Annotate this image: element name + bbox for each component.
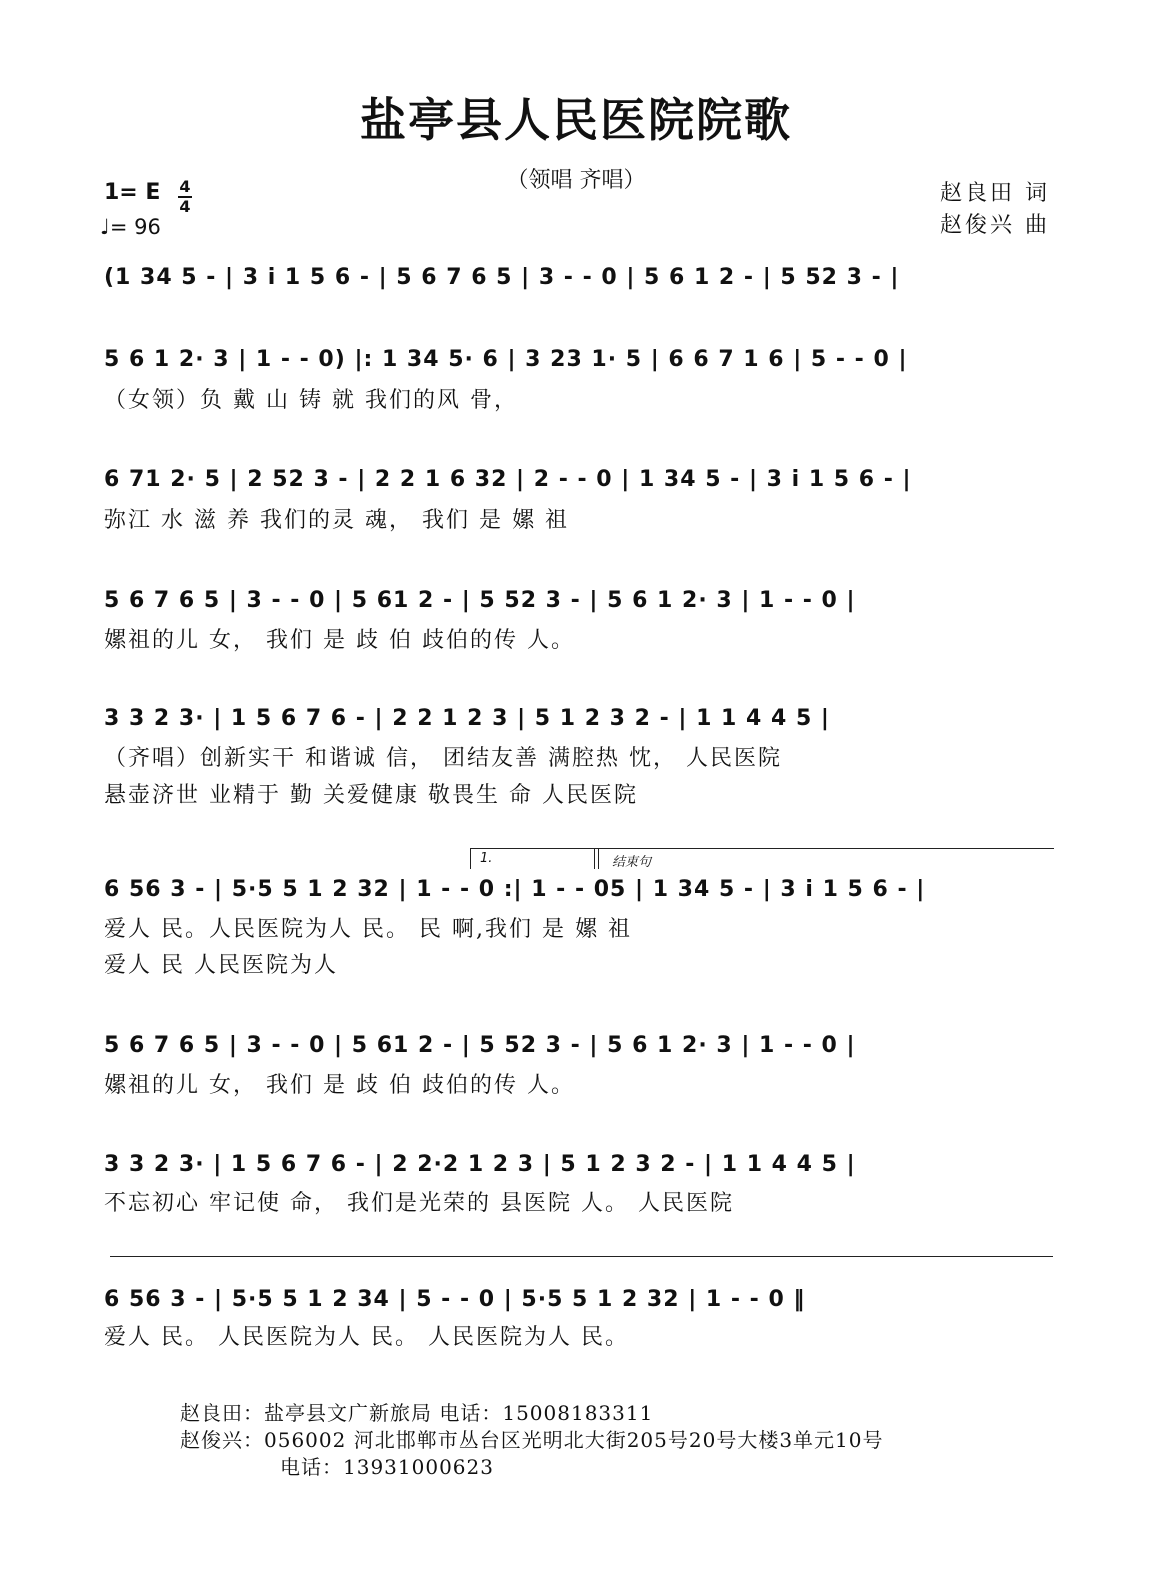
tempo-marking: ♩= 96 [100, 215, 161, 239]
time-signature [178, 179, 192, 215]
volta-bracket [470, 848, 1054, 869]
composer-credit: 赵俊兴 曲 [940, 213, 1050, 238]
lyric-line: （女领）负 戴 山 铸 就 我们的风 骨， [104, 388, 518, 413]
page-title: 盐亭县人民医院院歌 [360, 93, 792, 147]
subtitle: （领唱 齐唱） [506, 168, 646, 193]
score-system-8: 3 3 2 3· | 1 5 6 7 6 - | 2 2·2 1 2 3 | 5 1 2 3 2 - | 1 1 4 4 5 | [104, 1152, 856, 1177]
footer-line-3: 电话：13931000623 [280, 1455, 494, 1479]
score-system-3: 6 71 2· 5 | 2 52 3 - | 2 2 1 6 32 | 2 - - 0 | 1 34 5 - | 3 i 1 5 6 - | [104, 467, 912, 492]
lyric-line: 爱人 民。 人民医院为人 民。 人民医院为人 民。 [104, 1325, 629, 1350]
footer-line-1: 赵良田：盐亭县文广新旅局 电话：15008183311 [180, 1401, 654, 1425]
volta-end-label: 结束句 [612, 855, 652, 870]
score-system-9: 6 56 3 - | 5·5 5 1 2 34 | 5 - - 0 | 5·5 5 1 2 32 | 1 - - 0 ‖ [104, 1287, 806, 1312]
lyricist-credit: 赵良田 词 [940, 181, 1050, 206]
footer-line-2: 赵俊兴：056002 河北邯郸市丛台区光明北大街205号20号大楼3单元10号 [180, 1428, 884, 1452]
score-system-5: 3 3 2 3· | 1 5 6 7 6 - | 2 2 1 2 3 | 5 1 2 3 2 - | 1 1 4 4 5 | [104, 706, 830, 731]
lyric-line: 不忘初心 牢记使 命， 我们是光荣的 县医院 人。 人民医院 [104, 1191, 734, 1216]
lyric-line: （齐唱）创新实干 和谐诚 信， 团结友善 满腔热 忱， 人民医院 [104, 746, 782, 771]
volta-first-label: 1. [480, 851, 493, 866]
score-system-4: 5 6 7 6 5 | 3 - - 0 | 5 61 2 - | 5 52 3 - | 5 6 1 2· 3 | 1 - - 0 | [104, 588, 856, 613]
score-system-7: 5 6 7 6 5 | 3 - - 0 | 5 61 2 - | 5 52 3 - | 5 6 1 2· 3 | 1 - - 0 | [104, 1033, 856, 1058]
lyric-line: 爱人 民。人民医院为人 民。 民 啊,我们 是 嫘 祖 [104, 917, 632, 942]
time-signature-bottom: 4 [179, 197, 191, 216]
score-system-1: (1 34 5 - | 3 i 1 5 6 - | 5 6 7 6 5 | 3 - - 0 | 5 6 1 2 - | 5 52 3 - | [104, 265, 900, 290]
time-signature-top: 4 [179, 177, 191, 196]
phrase-line [110, 1256, 1053, 1257]
lyric-line: 嫘祖的儿 女， 我们 是 歧 伯 歧伯的传 人。 [104, 628, 575, 653]
lyric-line: 嫘祖的儿 女， 我们 是 歧 伯 歧伯的传 人。 [104, 1073, 575, 1098]
score-system-6: 6 56 3 - | 5·5 5 1 2 32 | 1 - - 0 :| 1 - - 05 | 1 34 5 - | 3 i 1 5 6 - | [104, 877, 926, 902]
lyric-line: 弥江 水 滋 养 我们的灵 魂， 我们 是 嫘 祖 [104, 508, 569, 533]
key-signature: 1= E [104, 180, 161, 205]
lyric-line: 悬壶济世 业精于 勤 关爱健康 敬畏生 命 人民医院 [104, 783, 638, 808]
score-system-2: 5 6 1 2· 3 | 1 - - 0) |: 1 34 5· 6 | 3 23 1· 5 | 6 6 7 1 6 | 5 - - 0 | [104, 347, 908, 372]
lyric-line: 爱人 民 人民医院为人 [104, 953, 338, 978]
